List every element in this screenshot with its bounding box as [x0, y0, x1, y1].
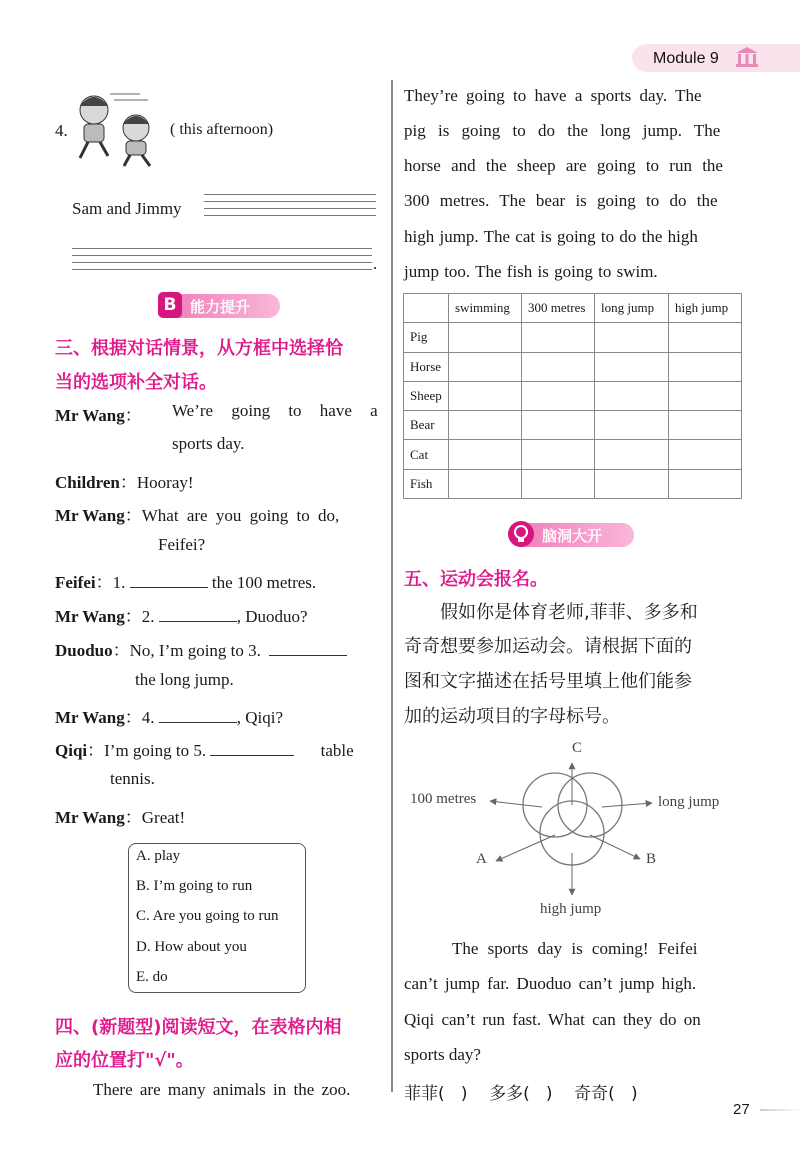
page-number-rule	[760, 1109, 800, 1111]
answer-blank[interactable]	[210, 741, 294, 756]
q5-intro-line: 假如你是体育老师,菲菲、多多和	[440, 602, 698, 623]
q4-lead: Sam and Jimmy	[72, 199, 182, 218]
writing-line[interactable]	[204, 194, 376, 195]
diagram-label-c: C	[572, 740, 583, 756]
writing-line[interactable]	[204, 201, 376, 202]
row-label: Cat	[404, 440, 449, 469]
speaker: Mr Wang	[55, 607, 125, 626]
dialogue-cont: sports day.	[172, 434, 245, 453]
diagram-label-100m: 100 metres	[410, 791, 477, 807]
answer-blank[interactable]	[269, 641, 347, 656]
writing-line[interactable]	[204, 215, 376, 216]
dialogue-cont: Feifei?	[158, 535, 206, 554]
table-cell[interactable]	[522, 323, 595, 352]
writing-line[interactable]	[72, 255, 372, 256]
table-cell[interactable]	[595, 469, 669, 498]
blank-number: 4.	[141, 708, 155, 727]
section-brain-label: 脑洞大开	[542, 527, 603, 545]
page-number: 27	[733, 1101, 750, 1118]
story-line: sports day?	[404, 1045, 481, 1064]
writing-line[interactable]	[72, 269, 372, 270]
section-b-letter: B	[158, 292, 182, 318]
blank-number: No, I’m going to 3.	[129, 641, 261, 660]
table-row	[404, 469, 742, 498]
table-header: high jump	[669, 294, 742, 323]
table-cell[interactable]	[595, 381, 669, 410]
speaker: Duoduo	[55, 641, 113, 660]
table-cell[interactable]	[522, 411, 595, 440]
paragraph-line: jump too. The fish is going to swim.	[404, 262, 658, 281]
dialogue-text: Great!	[141, 808, 186, 827]
writing-line[interactable]	[72, 248, 372, 249]
q4-number: 4.	[55, 121, 68, 140]
row-label: Pig	[404, 323, 449, 352]
paragraph-line: They’re going to have a sports day. The	[404, 86, 702, 105]
table-cell[interactable]	[595, 411, 669, 440]
table-row	[404, 411, 742, 440]
option-b: B. I’m going to run	[136, 878, 253, 894]
colon: ：	[124, 708, 142, 727]
q4-hint: ( this afternoon)	[170, 121, 274, 138]
speaker: Qiqi	[55, 741, 88, 760]
writing-line[interactable]	[72, 262, 372, 263]
row-label: Bear	[404, 411, 449, 440]
table-cell[interactable]	[449, 323, 522, 352]
diagram-label-highjump: high jump	[540, 901, 602, 917]
table-row	[404, 381, 742, 410]
writing-line[interactable]	[204, 208, 376, 209]
answer-blank[interactable]	[159, 708, 237, 723]
table-cell[interactable]	[449, 469, 522, 498]
q5-intro-line: 奇奇想要参加运动会。请根据下面的	[404, 636, 692, 657]
q5-title: 五、运动会报名。	[404, 569, 548, 590]
story-line: The sports day is coming! Feifei	[452, 939, 698, 958]
q4b-para-start: There are many animals in the zoo.	[93, 1080, 351, 1099]
table-cell[interactable]	[669, 411, 742, 440]
paragraph-line: horse and the sheep are going to run the	[404, 156, 723, 175]
paragraph-line: high jump. The cat is going to do the high	[404, 227, 698, 246]
dialogue-text: What are you going to do,	[141, 506, 340, 525]
option-c: C. Are you going to run	[136, 908, 279, 924]
blank-number: I’m going to 5.	[104, 741, 207, 760]
colon: ：	[112, 641, 130, 660]
q3-title-2: 当的选项补全对话。	[55, 372, 217, 393]
paragraph-line: 300 metres. The bear is going to do the	[404, 191, 718, 210]
table-cell[interactable]	[449, 411, 522, 440]
colon: ：	[124, 607, 142, 626]
speaker: Mr Wang	[55, 506, 125, 525]
dialogue-text: , Duoduo?	[236, 607, 308, 626]
table-header: long jump	[595, 294, 669, 323]
table-cell[interactable]	[669, 469, 742, 498]
table-cell[interactable]	[522, 469, 595, 498]
paragraph-line: pig is going to do the long jump. The	[404, 121, 721, 140]
colon: ：	[87, 741, 105, 760]
answer-blank[interactable]	[159, 607, 237, 622]
row-label: Sheep	[404, 381, 449, 410]
dialogue-text: the 100 metres.	[207, 573, 317, 592]
section-b-banner	[160, 294, 280, 318]
colon: ：	[124, 406, 142, 425]
table-cell[interactable]	[669, 323, 742, 352]
option-d: D. How about you	[136, 939, 247, 955]
q4-end-dot: .	[373, 254, 378, 273]
colon: ：	[124, 506, 142, 525]
section-brain-banner	[510, 523, 634, 547]
dialogue-text: We’re going to have a	[172, 401, 378, 420]
q4b-title-1: 四、(新题型)阅读短文，在表格内相	[55, 1017, 342, 1038]
table-cell[interactable]	[449, 352, 522, 381]
table-cell[interactable]	[595, 352, 669, 381]
colon: ：	[95, 573, 113, 592]
table-cell[interactable]	[595, 440, 669, 469]
dialogue-text: table	[294, 741, 354, 760]
answer-brackets[interactable]: 菲菲( ) 多多( ) 奇奇( )	[404, 1084, 638, 1104]
lightbulb-icon	[508, 521, 534, 547]
table-header	[404, 294, 449, 323]
option-a: A. play	[136, 848, 181, 864]
table-row	[404, 352, 742, 381]
table-row	[404, 323, 742, 352]
speaker: Mr Wang	[55, 406, 125, 425]
blank-number: 1.	[112, 573, 126, 592]
running-boys-illustration	[70, 88, 180, 168]
table-cell[interactable]	[669, 381, 742, 410]
speaker: Feifei	[55, 573, 96, 592]
story-line: can’t jump far. Duoduo can’t jump high.	[404, 974, 697, 993]
diagram-label-b: B	[646, 851, 657, 867]
dialogue-cont: tennis.	[110, 769, 155, 788]
table-cell[interactable]	[522, 381, 595, 410]
section-b-label: 能力提升	[190, 298, 251, 316]
table-header: 300 metres	[522, 294, 595, 323]
module-title: Module 9	[653, 50, 719, 67]
table-cell[interactable]	[449, 440, 522, 469]
row-label: Fish	[404, 469, 449, 498]
option-e: E. do	[136, 969, 168, 985]
sports-venn-diagram	[400, 735, 780, 925]
colon: ：	[124, 808, 142, 827]
dialogue-text: , Qiqi?	[236, 708, 284, 727]
table-header: swimming	[449, 294, 522, 323]
table-cell[interactable]	[669, 352, 742, 381]
temple-icon	[734, 45, 760, 69]
column-divider	[391, 80, 393, 1092]
row-label: Horse	[404, 352, 449, 381]
story-line: Qiqi can’t run fast. What can they do on	[404, 1010, 701, 1029]
table-cell[interactable]	[449, 381, 522, 410]
colon: ：	[119, 473, 137, 492]
table-cell[interactable]	[522, 440, 595, 469]
table-cell[interactable]	[595, 323, 669, 352]
speaker: Mr Wang	[55, 808, 125, 827]
diagram-label-a: A	[476, 851, 487, 867]
q3-title-1: 三、根据对话情景，从方框中选择恰	[55, 338, 343, 359]
blank-number: 2.	[141, 607, 155, 626]
table-row	[404, 440, 742, 469]
q5-intro-line: 图和文字描述在括号里填上他们能参	[404, 671, 692, 692]
table-cell[interactable]	[669, 440, 742, 469]
answer-blank[interactable]	[130, 573, 208, 588]
q5-intro-line: 加的运动项目的字母标号。	[404, 706, 620, 727]
animal-sports-table	[403, 293, 742, 499]
table-cell[interactable]	[522, 352, 595, 381]
speaker: Children	[55, 473, 120, 492]
dialogue-cont: the long jump.	[135, 670, 234, 689]
diagram-label-longjump: long jump	[658, 794, 720, 810]
speaker: Mr Wang	[55, 708, 125, 727]
dialogue-text: Hooray!	[136, 473, 194, 492]
q4b-title-2: 应的位置打"√"。	[55, 1050, 194, 1071]
table-header-row	[404, 294, 742, 323]
